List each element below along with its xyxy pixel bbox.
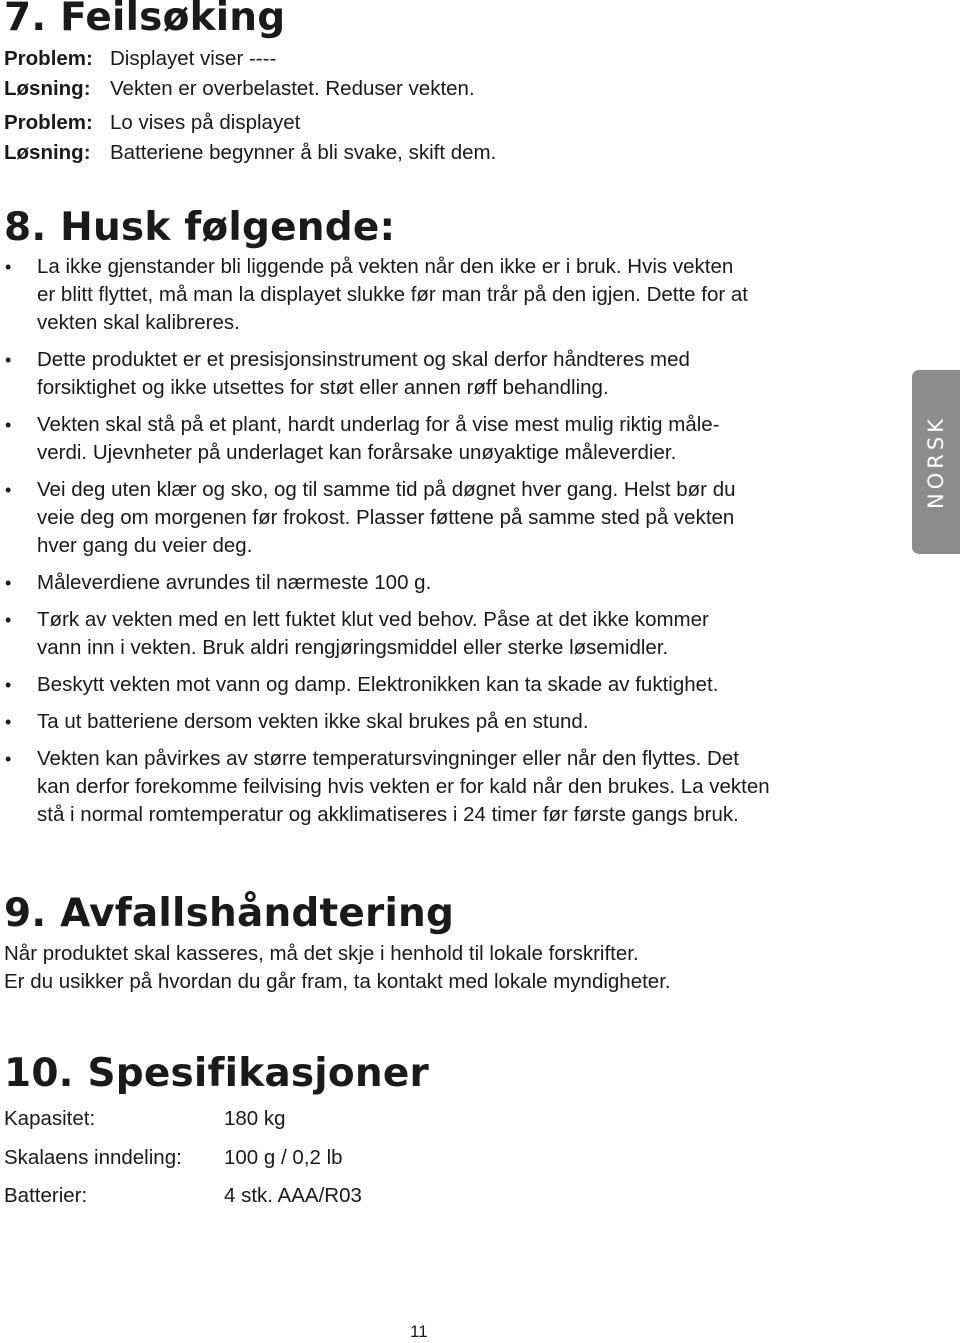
spec-label: Skalaens inndeling: <box>4 1145 182 1169</box>
bullet-line: forsiktighet og ikke utsettes for støt eller annen røff behandling. <box>37 376 609 399</box>
troubleshooting-row <box>4 44 496 74</box>
troubleshooting-row <box>4 108 496 138</box>
bullet-icon: • <box>5 712 12 732</box>
bullet-line: Måleverdiene avrundes til nærmeste 100 g. <box>37 571 432 594</box>
bullet-item <box>0 606 860 662</box>
row-label: Løsning: <box>4 141 91 164</box>
spec-label: Batterier: <box>4 1184 88 1207</box>
row-text: Lo vises på displayet <box>110 111 301 134</box>
bullet-item <box>0 346 860 402</box>
bullet-line: stå i normal romtemperatur og akklimatiseres i 24 timer før første gangs bruk. <box>37 803 739 826</box>
spec-row <box>4 1177 362 1216</box>
bullet-item <box>0 745 860 829</box>
bullet-line: er blitt flyttet, må man la displayet slukke før man trår på den igjen. Dette for at <box>37 283 748 306</box>
row-label: Problem: <box>4 111 93 134</box>
language-side-tab <box>912 370 960 554</box>
bullet-icon: • <box>5 415 12 435</box>
bullet-line: Tørk av vekten med en lett fuktet klut ved behov. Påse at det ikke kommer <box>37 608 709 631</box>
bullet-icon: • <box>5 573 12 593</box>
bullet-line: hver gang du veier deg. <box>37 534 253 557</box>
bullet-line: vekten skal kalibreres. <box>37 311 240 334</box>
remember-bullet-list <box>0 253 860 838</box>
bullet-item <box>0 476 860 560</box>
bullet-line: Vei deg uten klær og sko, og til samme tid på døgnet hver gang. Helst bør du <box>37 478 736 501</box>
bullet-item <box>0 671 860 699</box>
bullet-line: vann inn i vekten. Bruk aldri rengjøringsmiddel eller sterke løsemidler. <box>37 636 669 659</box>
row-text: Batteriene begynner å bli svake, skift dem. <box>110 141 497 164</box>
bullet-line: Vekten skal stå på et plant, hardt underlag for å vise mest mulig riktig måle- <box>37 413 720 436</box>
bullet-icon: • <box>5 749 12 769</box>
bullet-item <box>0 411 860 467</box>
bullet-item <box>0 253 860 337</box>
disposal-paragraph <box>4 940 671 996</box>
disposal-line: Når produktet skal kasseres, må det skje i henhold til lokale forskrifter. <box>4 942 639 965</box>
spec-value: 180 kg <box>224 1107 286 1130</box>
specifications-table <box>4 1100 362 1216</box>
bullet-line: Ta ut batteriene dersom vekten ikke skal brukes på en stund. <box>37 710 589 733</box>
spec-row <box>4 1100 362 1139</box>
bullet-line: Vekten kan påvirkes av større temperatursvingninger eller når den flyttes. Det <box>37 747 739 770</box>
row-text: Displayet viser ---- <box>110 47 277 70</box>
bullet-item <box>0 569 860 597</box>
heading-disposal: 9. Avfallshåndtering <box>4 891 455 936</box>
spec-row <box>4 1139 362 1178</box>
bullet-icon: • <box>5 257 12 277</box>
bullet-line: kan derfor forekomme feilvising hvis vekten er for kald når den brukes. La vekten <box>37 775 770 798</box>
page-number: 11 <box>410 1322 428 1341</box>
spec-label: Kapasitet: <box>4 1107 96 1130</box>
spec-value: 100 g / 0,2 lb <box>224 1145 343 1169</box>
bullet-line: verdi. Ujevnheter på underlaget kan forårsake unøyaktige måleverdier. <box>37 441 677 464</box>
row-label: Problem: <box>4 47 93 70</box>
heading-specifications: 10. Spesifikasjoner <box>4 1051 429 1096</box>
row-text: Vekten er overbelastet. Reduser vekten. <box>110 77 475 100</box>
heading-troubleshooting: 7. Feilsøking <box>4 0 286 40</box>
troubleshooting-row <box>4 138 496 168</box>
bullet-icon: • <box>5 675 12 695</box>
bullet-icon: • <box>5 610 12 630</box>
bullet-icon: • <box>5 350 12 370</box>
bullet-icon: • <box>5 480 12 500</box>
troubleshooting-row <box>4 74 496 104</box>
heading-remember: 8. Husk følgende: <box>4 205 396 250</box>
bullet-line: veie deg om morgenen før frokost. Plasser føttene på samme sted på vekten <box>37 506 735 529</box>
troubleshooting-list <box>4 44 496 168</box>
bullet-line: Dette produktet er et presisjonsinstrument og skal derfor håndteres med <box>37 348 690 371</box>
row-label: Løsning: <box>4 77 91 100</box>
disposal-line: Er du usikker på hvordan du går fram, ta kontakt med lokale myndigheter. <box>4 970 671 993</box>
bullet-item <box>0 708 860 736</box>
bullet-line: Beskytt vekten mot vann og damp. Elektronikken kan ta skade av fuktighet. <box>37 673 719 696</box>
spec-value: 4 stk. AAA/R03 <box>224 1184 362 1207</box>
bullet-line: La ikke gjenstander bli liggende på vekten når den ikke er i bruk. Hvis vekten <box>37 255 734 278</box>
language-tab-label: NORSK <box>924 415 948 509</box>
